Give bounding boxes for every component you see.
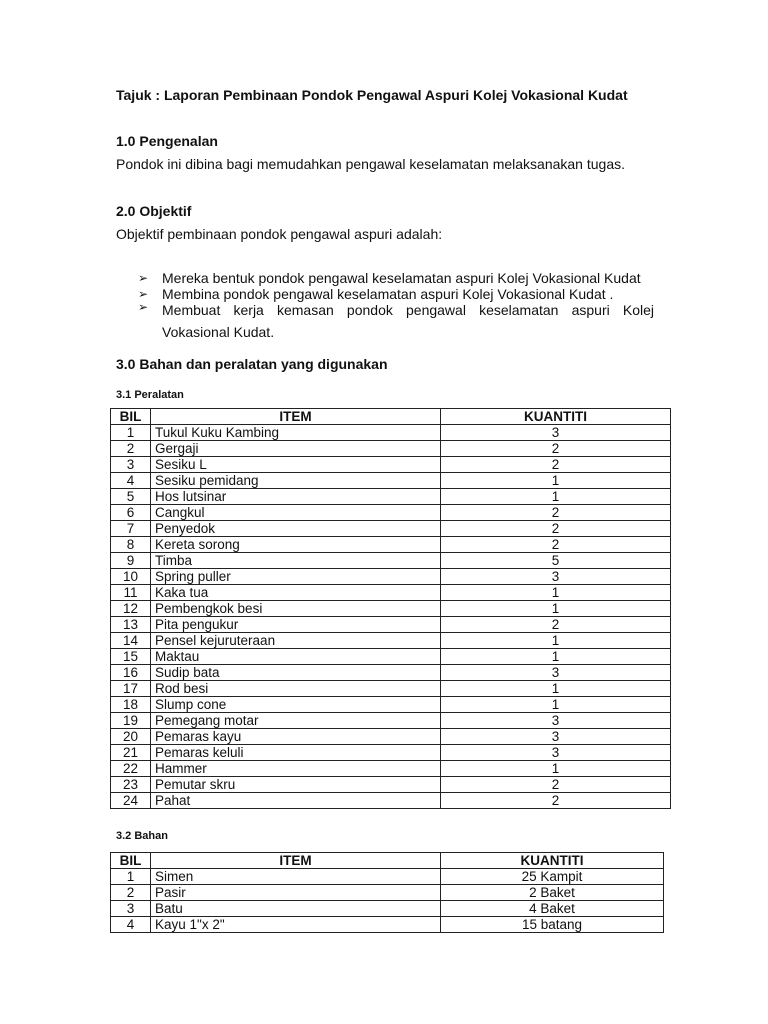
table-row <box>111 713 671 729</box>
list-item: ➢ Membuat kerja kemasan pondok pengawal keselamatan aspuri Kolej Vokasional Kudat. <box>138 300 654 340</box>
peralatan-table <box>110 408 671 809</box>
cell-kuantiti: 4 Baket <box>441 901 664 917</box>
table-row <box>111 489 671 505</box>
table-row <box>111 649 671 665</box>
cell-item: Hammer <box>151 761 441 777</box>
table-row <box>111 793 671 809</box>
cell-bil: 5 <box>111 489 151 505</box>
cell-item: Simen <box>151 869 441 885</box>
column-header-bil: BIL <box>111 853 151 869</box>
cell-bil: 10 <box>111 569 151 585</box>
cell-kuantiti: 3 <box>441 729 671 745</box>
section-2-heading: 2.0 Objektif <box>116 203 192 219</box>
cell-bil: 9 <box>111 553 151 569</box>
cell-item: Pensel kejuruteraan <box>151 633 441 649</box>
cell-kuantiti: 3 <box>441 425 671 441</box>
table-row <box>111 729 671 745</box>
cell-item: Penyedok <box>151 521 441 537</box>
cell-kuantiti: 2 <box>441 617 671 633</box>
cell-bil: 23 <box>111 777 151 793</box>
cell-item: Kereta sorong <box>151 537 441 553</box>
cell-item: Pasir <box>151 885 441 901</box>
arrow-bullet-icon: ➢ <box>138 287 149 301</box>
table-row <box>111 553 671 569</box>
cell-item: Batu <box>151 901 441 917</box>
cell-kuantiti: 2 <box>441 441 671 457</box>
column-header-bil: BIL <box>111 409 151 425</box>
table-row <box>111 681 671 697</box>
section-1-text: Pondok ini dibina bagi memudahkan pengawal keselamatan melaksanakan tugas. <box>116 156 625 172</box>
cell-kuantiti: 2 Baket <box>441 885 664 901</box>
cell-item: Rod besi <box>151 681 441 697</box>
cell-item: Pemaras keluli <box>151 745 441 761</box>
cell-kuantiti: 1 <box>441 761 671 777</box>
cell-item: Tukul Kuku Kambing <box>151 425 441 441</box>
cell-kuantiti: 3 <box>441 665 671 681</box>
table-row <box>111 521 671 537</box>
table-row <box>111 869 664 885</box>
cell-kuantiti: 1 <box>441 601 671 617</box>
subsection-peralatan-heading: 3.1 Peralatan <box>116 389 184 401</box>
cell-kuantiti: 1 <box>441 473 671 489</box>
cell-bil: 3 <box>111 457 151 473</box>
cell-item: Kaka tua <box>151 585 441 601</box>
cell-bil: 19 <box>111 713 151 729</box>
table-row <box>111 665 671 681</box>
cell-bil: 18 <box>111 697 151 713</box>
cell-kuantiti: 2 <box>441 505 671 521</box>
cell-bil: 20 <box>111 729 151 745</box>
cell-item: Cangkul <box>151 505 441 521</box>
cell-item: Spring puller <box>151 569 441 585</box>
table-header-row <box>111 853 664 869</box>
cell-item: Timba <box>151 553 441 569</box>
bahan-table <box>110 852 664 933</box>
cell-item: Sesiku pemidang <box>151 473 441 489</box>
cell-kuantiti: 1 <box>441 633 671 649</box>
cell-bil: 3 <box>111 901 151 917</box>
cell-bil: 8 <box>111 537 151 553</box>
cell-item: Pembengkok besi <box>151 601 441 617</box>
cell-kuantiti: 2 <box>441 793 671 809</box>
cell-bil: 2 <box>111 441 151 457</box>
cell-bil: 13 <box>111 617 151 633</box>
column-header-kuantiti: KUANTITI <box>441 409 671 425</box>
cell-bil: 11 <box>111 585 151 601</box>
table-row <box>111 745 671 761</box>
arrow-bullet-icon: ➢ <box>138 271 149 285</box>
objective-list <box>138 270 654 343</box>
cell-kuantiti: 1 <box>441 649 671 665</box>
table-row <box>111 633 671 649</box>
section-2-text: Objektif pembinaan pondok pengawal aspuri adalah: <box>116 226 443 242</box>
table-row <box>111 457 671 473</box>
cell-kuantiti: 1 <box>441 489 671 505</box>
cell-bil: 22 <box>111 761 151 777</box>
subsection-bahan-heading: 3.2 Bahan <box>116 830 168 842</box>
cell-bil: 1 <box>111 425 151 441</box>
table-row <box>111 537 671 553</box>
table-row <box>111 601 671 617</box>
table-row <box>111 901 664 917</box>
table-row <box>111 425 671 441</box>
table-row <box>111 505 671 521</box>
arrow-bullet-icon: ➢ <box>138 300 149 314</box>
cell-item: Kayu 1"x 2" <box>151 917 441 933</box>
table-row <box>111 585 671 601</box>
table-row <box>111 761 671 777</box>
cell-item: Pemaras kayu <box>151 729 441 745</box>
cell-item: Maktau <box>151 649 441 665</box>
cell-bil: 16 <box>111 665 151 681</box>
table-row <box>111 777 671 793</box>
cell-kuantiti: 3 <box>441 745 671 761</box>
cell-item: Hos lutsinar <box>151 489 441 505</box>
table-row <box>111 473 671 489</box>
cell-item: Pahat <box>151 793 441 809</box>
cell-kuantiti: 1 <box>441 681 671 697</box>
cell-item: Sesiku L <box>151 457 441 473</box>
cell-bil: 7 <box>111 521 151 537</box>
cell-bil: 21 <box>111 745 151 761</box>
cell-kuantiti: 2 <box>441 457 671 473</box>
cell-kuantiti: 25 Kampit <box>441 869 664 885</box>
cell-bil: 24 <box>111 793 151 809</box>
cell-bil: 2 <box>111 885 151 901</box>
list-item: ➢ Mereka bentuk pondok pengawal keselamatan aspuri Kolej Vokasional Kudat <box>138 270 641 286</box>
cell-kuantiti: 1 <box>441 585 671 601</box>
cell-kuantiti: 3 <box>441 569 671 585</box>
cell-bil: 1 <box>111 869 151 885</box>
cell-bil: 4 <box>111 473 151 489</box>
column-header-item: ITEM <box>151 409 441 425</box>
cell-kuantiti: 2 <box>441 521 671 537</box>
cell-item: Pemegang motar <box>151 713 441 729</box>
table-row <box>111 617 671 633</box>
list-item: ➢ Membina pondok pengawal keselamatan aspuri Kolej Vokasional Kudat . <box>138 286 614 302</box>
table-row <box>111 569 671 585</box>
cell-item: Pemutar skru <box>151 777 441 793</box>
cell-kuantiti: 2 <box>441 537 671 553</box>
table-header-row <box>111 409 671 425</box>
cell-bil: 17 <box>111 681 151 697</box>
section-1-heading: 1.0 Pengenalan <box>116 133 218 149</box>
cell-kuantiti: 3 <box>441 713 671 729</box>
cell-item: Slump cone <box>151 697 441 713</box>
column-header-kuantiti: KUANTITI <box>441 853 664 869</box>
cell-item: Sudip bata <box>151 665 441 681</box>
cell-kuantiti: 1 <box>441 697 671 713</box>
column-header-item: ITEM <box>151 853 441 869</box>
cell-kuantiti: 5 <box>441 553 671 569</box>
document-title: Tajuk : Laporan Pembinaan Pondok Pengawal Aspuri Kolej Vokasional Kudat <box>116 87 628 103</box>
table-row <box>111 441 671 457</box>
section-3-heading: 3.0 Bahan dan peralatan yang digunakan <box>116 356 388 372</box>
cell-item: Gergaji <box>151 441 441 457</box>
cell-bil: 12 <box>111 601 151 617</box>
cell-bil: 6 <box>111 505 151 521</box>
cell-kuantiti: 2 <box>441 777 671 793</box>
cell-bil: 4 <box>111 917 151 933</box>
cell-kuantiti: 15 batang <box>441 917 664 933</box>
cell-bil: 14 <box>111 633 151 649</box>
table-row <box>111 885 664 901</box>
cell-item: Pita pengukur <box>151 617 441 633</box>
cell-bil: 15 <box>111 649 151 665</box>
table-row <box>111 697 671 713</box>
table-row <box>111 917 664 933</box>
